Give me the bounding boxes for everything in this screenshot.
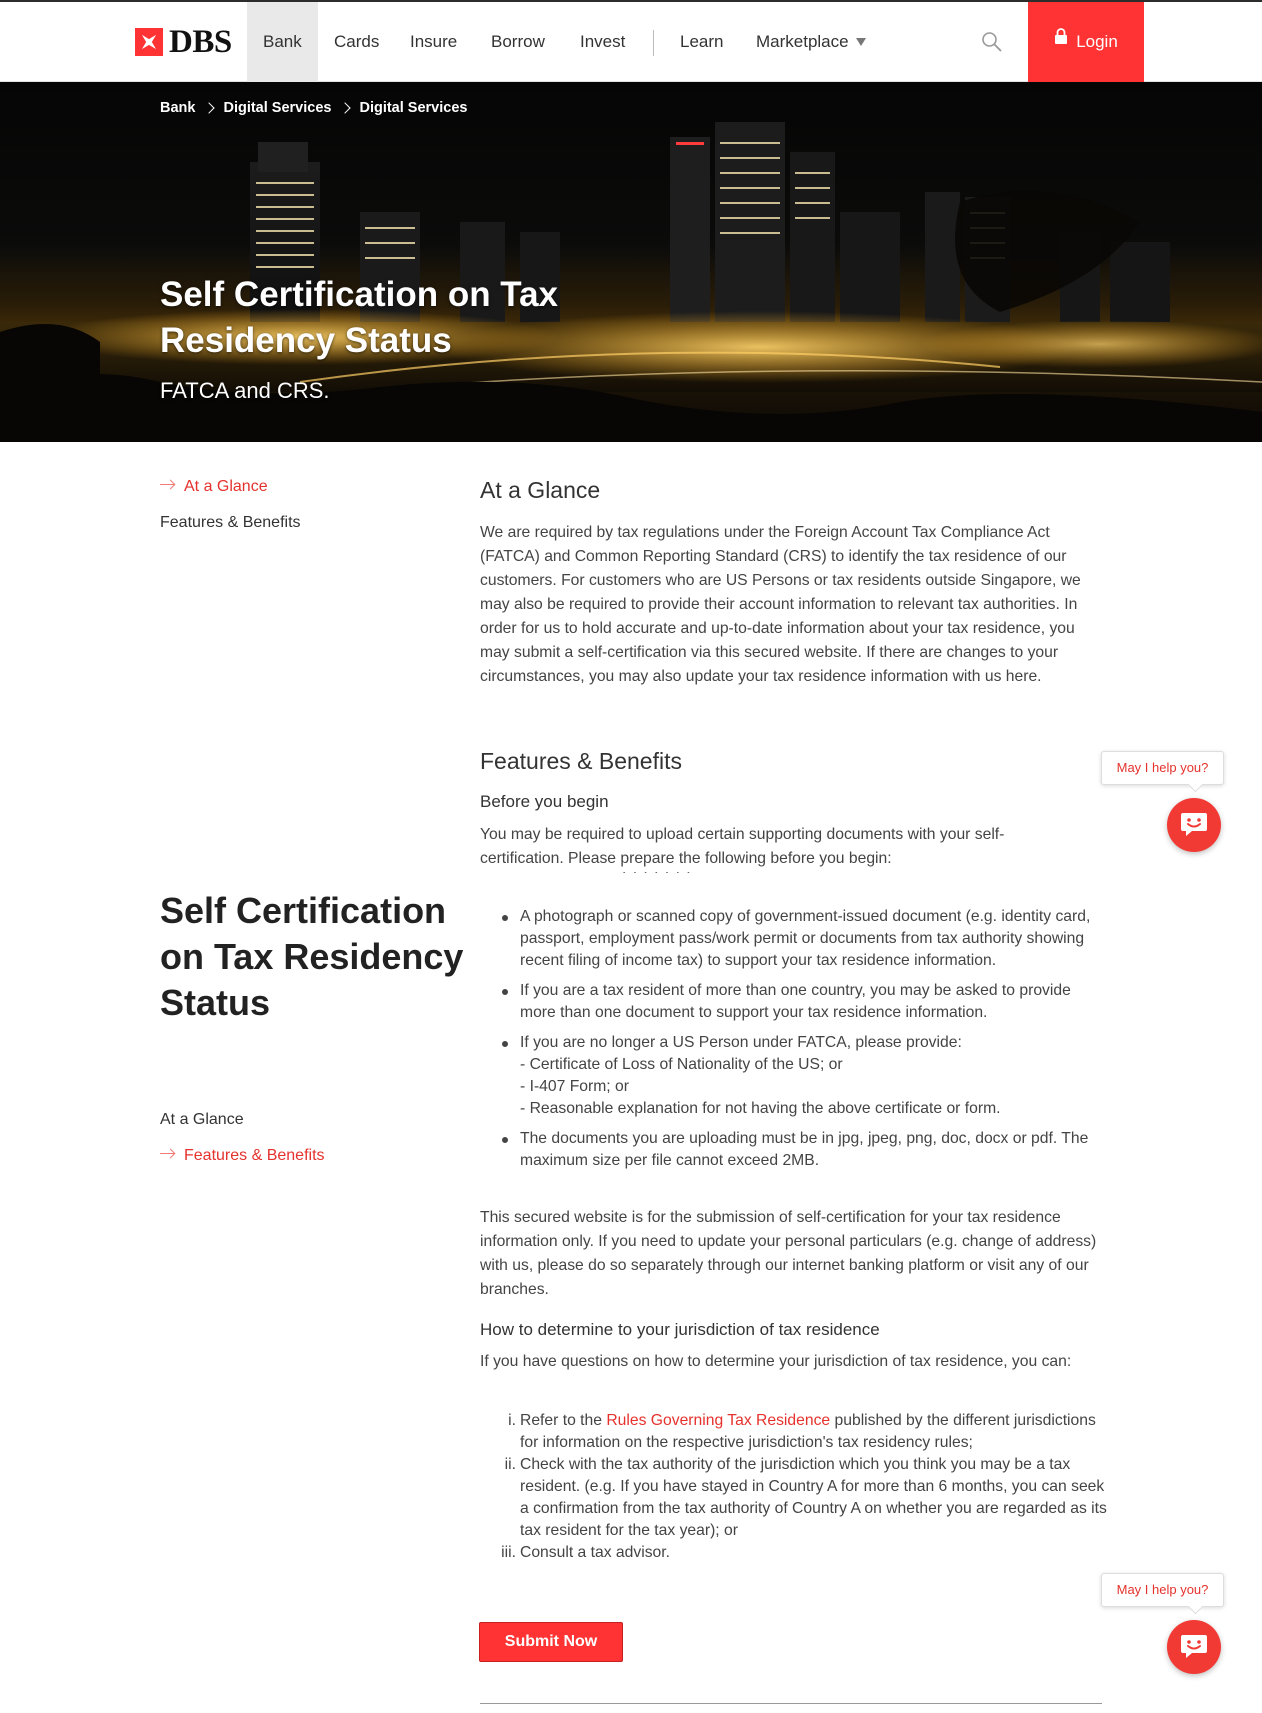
at-a-glance-body: We are required by tax regulations under the Foreign Account Tax Compliance Act (FATCA) and Common Reporting Standard (CRS) to identify the tax residence of our customers. For customers who are US Persons or tax residents outside Singapore, we may also be required to provide their account information to relevant tax authorities. In order for us to hold accurate and up-to-date information about your tax residence, you may submit a self-certification via this secured website. If there are changes to your circumstances, you may also update your tax residence information with us here.: [480, 524, 1081, 685]
chat-prompt-bubble[interactable]: May I help you?: [1101, 751, 1224, 785]
step-text: Consult a tax advisor.: [520, 1544, 670, 1561]
nav-cards-label: Cards: [334, 32, 380, 51]
step-text: published by the different jurisdictions for information on the respective jurisdiction's tax residency rules;: [520, 1412, 1096, 1451]
step-number: iii.: [501, 1544, 516, 1561]
submit-now-button[interactable]: Submit Now: [479, 1622, 623, 1662]
chevron-right-icon: [340, 102, 351, 113]
chevron-right-icon: [204, 102, 215, 113]
fatca-sub-item: - I-407 Form; or: [520, 1078, 629, 1095]
section-heading-at-a-glance: At a Glance: [480, 477, 601, 503]
breadcrumb: [160, 100, 467, 116]
nav-borrow[interactable]: [475, 2, 561, 82]
sidebar-item-label: Features & Benefits: [160, 514, 301, 531]
arrow-right-icon: [160, 480, 175, 490]
dbs-star-icon: [134, 27, 164, 57]
step-text: Refer to the: [520, 1412, 607, 1429]
fatca-sub-item: - Reasonable explanation for not having the above certificate or form.: [520, 1100, 1001, 1117]
hero-banner: [0, 82, 1262, 442]
breadcrumb-digital-services[interactable]: Digital Services: [223, 100, 332, 116]
login-label: Login: [1076, 32, 1118, 51]
page-title: Self Certification on Tax Residency Status: [160, 275, 559, 360]
sidebar-item-at-a-glance[interactable]: [160, 476, 268, 498]
clipped-text-fragment: [480, 872, 1110, 882]
nav-learn[interactable]: [664, 2, 739, 82]
list-item: The documents you are uploading must be in jpg, jpeg, png, doc, docx or pdf. The maximum size per file cannot exceed 2MB.: [480, 1128, 1110, 1172]
nav-insure[interactable]: [394, 2, 473, 82]
nav-invest[interactable]: [564, 2, 641, 82]
rules-governing-tax-residence-link[interactable]: Rules Governing Tax Residence: [606, 1412, 831, 1429]
page-subtitle: FATCA and CRS.: [160, 378, 330, 403]
step-number: i.: [508, 1412, 516, 1429]
nav-divider: [653, 30, 654, 56]
search-icon[interactable]: [980, 30, 1004, 54]
list-item: If you are a tax resident of more than one country, you may be asked to provide more than one document to support your tax residence information.: [480, 980, 1110, 1024]
step-text: Check with the tax authority of the jurisdiction which you think you may be a tax resident. (e.g. If you have stayed in Country A for more than 6 months, you can seek a confirmation from the tax authority of Country A on whether you are regarded as its tax resident for the tax year); or: [520, 1456, 1107, 1539]
list-item: [480, 1542, 1110, 1564]
bottom-divider: [480, 1703, 1102, 1704]
chat-prompt-bubble[interactable]: May I help you?: [1101, 1573, 1224, 1607]
sidebar-item-label: At a Glance: [184, 478, 268, 495]
section-heading-features: Features & Benefits: [480, 748, 682, 774]
list-item: [480, 1410, 1110, 1454]
jurisdiction-body: If you have questions on how to determine your jurisdiction of tax residence, you can:: [480, 1353, 1072, 1370]
list-item: [480, 1454, 1110, 1542]
chat-bot-icon[interactable]: [1167, 1620, 1221, 1674]
document-checklist: [480, 906, 1110, 1180]
nav-bank-label: Bank: [263, 32, 302, 51]
nav-marketplace-label: Marketplace: [756, 32, 849, 51]
sidebar-sticky-at-a-glance[interactable]: [160, 1109, 244, 1131]
sidebar-sticky-features-benefits[interactable]: [160, 1145, 325, 1167]
nav-invest-label: Invest: [580, 32, 626, 51]
breadcrumb-bank[interactable]: Bank: [160, 100, 196, 116]
jurisdiction-steps: [480, 1410, 1110, 1564]
sidebar-item-label: At a Glance: [160, 1111, 244, 1128]
sidebar-sticky-title: Self Certification on Tax Residency Status: [160, 890, 464, 1023]
before-you-begin-heading: Before you begin: [480, 792, 609, 811]
dbs-logo[interactable]: [134, 24, 232, 60]
nav-bank[interactable]: [247, 2, 318, 82]
lock-icon: [1054, 0, 1068, 80]
fatca-lead: If you are no longer a US Person under FATCA, please provide:: [520, 1034, 962, 1051]
caret-down-icon: [856, 38, 866, 46]
chat-bot-icon[interactable]: [1167, 798, 1221, 852]
fatca-sub-item: - Certificate of Loss of Nationality of the US; or: [520, 1056, 843, 1073]
sidebar-item-label: Features & Benefits: [184, 1147, 325, 1164]
step-number: ii.: [504, 1456, 516, 1473]
nav-cards[interactable]: [318, 2, 395, 82]
before-you-begin-body: You may be required to upload certain supporting documents with your self-certification. Please prepare the following before you begin:: [480, 826, 1005, 867]
nav-insure-label: Insure: [410, 32, 458, 51]
breadcrumb-current[interactable]: Digital Services: [359, 100, 468, 116]
secured-website-note: This secured website is for the submission of self-certification for your tax residence information only. If you need to update your personal particulars (e.g. change of address) with us, please do so separately through our internet banking platform or visit any of our branches.: [480, 1209, 1097, 1298]
jurisdiction-heading: How to determine to your jurisdiction of tax residence: [480, 1320, 880, 1339]
brand-name: DBS: [169, 23, 232, 60]
top-navigation: [0, 2, 1262, 82]
nav-marketplace[interactable]: [740, 2, 882, 82]
nav-borrow-label: Borrow: [491, 32, 545, 51]
list-item: [480, 1032, 1110, 1120]
login-button[interactable]: [1028, 2, 1144, 82]
sidebar-item-features-benefits[interactable]: [160, 512, 301, 534]
list-item: A photograph or scanned copy of government-issued document (e.g. identity card, passport, employment pass/work permit or documents from tax authority showing recent filing of income tax) to support your tax residence information.: [480, 906, 1110, 972]
nav-learn-label: Learn: [680, 32, 724, 51]
arrow-right-icon: [160, 1149, 175, 1159]
